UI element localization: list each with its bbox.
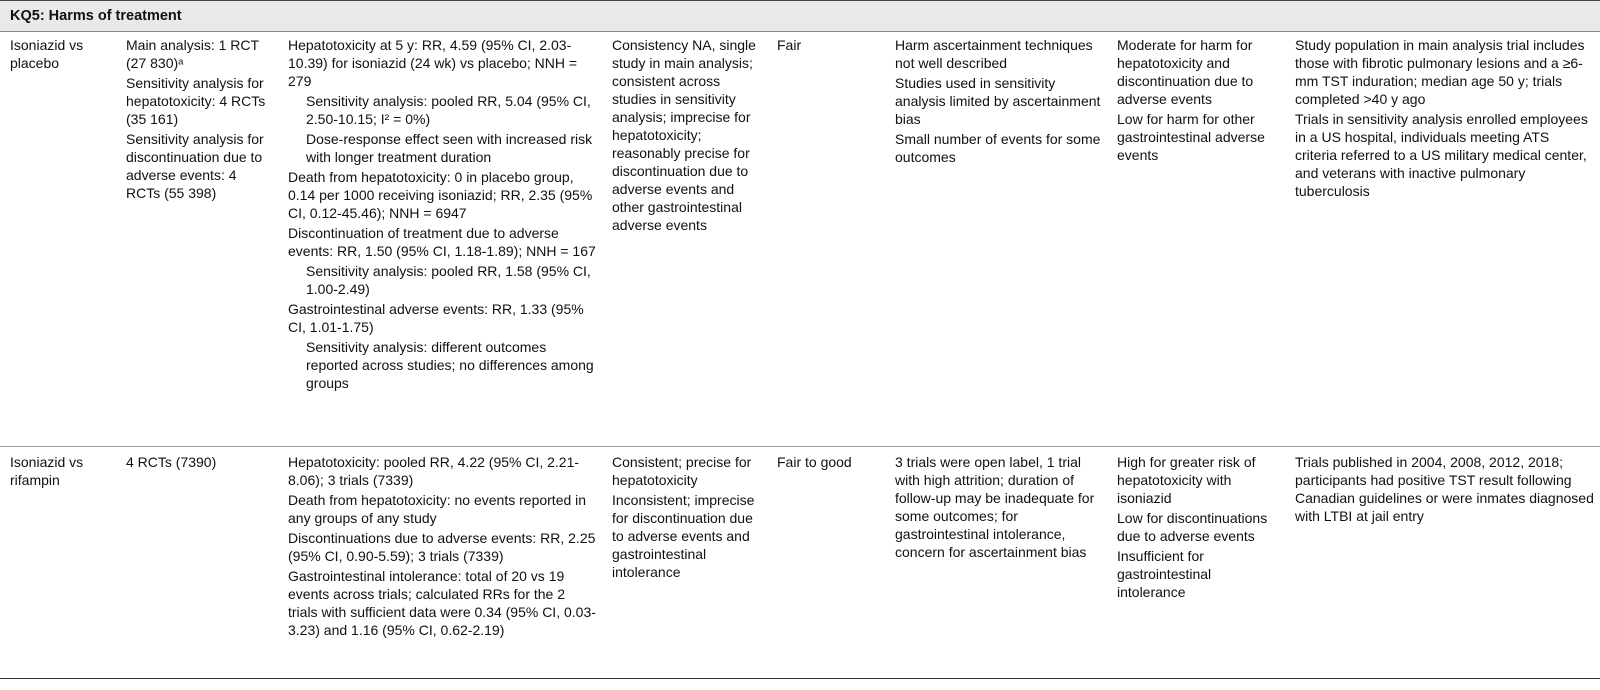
strength-text: Moderate for harm for hepatotoxicity and discontinuation due to adverse events: [1117, 37, 1254, 107]
findings-text: Death from hepatotoxicity: no events reported in any groups of any study: [288, 492, 587, 526]
findings-text: Sensitivity analysis: pooled RR, 5.04 (95% CI, 2.50-10.15; I² = 0%): [306, 93, 591, 127]
consistency-text: Consistency NA, single study in main analysis; consistent across studies in sensitivity analysis; imprecise for hepatotoxicity; reasonably precise for discontinuation due to adverse events and other gastrointestinal adverse events: [612, 37, 756, 233]
applicability-text: Trials published in 2004, 2008, 2012, 2018; participants had positive TST result following Canadian guidelines or were inmates diagnosed with LTBI at jail entry: [1295, 454, 1594, 524]
limitations-cell: [885, 447, 1107, 679]
studies-text: Sensitivity analysis for discontinuation due to adverse events: 4 RCTs (55 398): [126, 131, 264, 201]
findings-cell: [278, 32, 602, 447]
comparison-cell: [0, 447, 116, 679]
findings-text: Sensitivity analysis: pooled RR, 1.58 (95% CI, 1.00-2.49): [306, 263, 591, 297]
strength-text: Insufficient for gastrointestinal intolerance: [1117, 548, 1212, 600]
consistency-text: Inconsistent; imprecise for discontinuation due to adverse events and gastrointestinal intolerance: [612, 492, 755, 580]
applicability-text: Trials in sensitivity analysis enrolled employees in a US hospital, individuals meeting ATS criteria referred to a US military medical center, and veterans with inactive pulmonary tuberculosis: [1295, 111, 1588, 199]
studies-text: 4 RCTs (7390): [126, 454, 217, 470]
applicability-cell: [1285, 447, 1600, 679]
applicability-cell: [1285, 32, 1600, 447]
quality-text: Fair: [777, 37, 802, 53]
quality-text: Fair to good: [777, 454, 852, 470]
comparison-text: Isoniazid vs rifampin: [10, 454, 84, 488]
findings-text: Discontinuation of treatment due to adverse events: RR, 1.50 (95% CI, 1.18-1.89); NNH = 167: [288, 225, 596, 259]
limitations-text: 3 trials were open label, 1 trial with high attrition; duration of follow-up may be inadequate for some outcomes; for gastrointestinal intolerance, concern for ascertainment bias: [895, 454, 1095, 560]
limitations-text: Small number of events for some outcomes: [895, 131, 1101, 165]
section-header-row: [0, 1, 1600, 32]
limitations-text: Harm ascertainment techniques not well described: [895, 37, 1093, 71]
consistency-text: Consistent; precise for hepatotoxicity: [612, 454, 752, 488]
strength-cell: [1107, 32, 1285, 447]
strength-text: Low for discontinuations due to adverse events: [1117, 510, 1268, 544]
studies-text: Sensitivity analysis for hepatotoxicity: 4 RCTs (35 161): [126, 75, 266, 127]
comparison-cell: [0, 32, 116, 447]
studies-text: Main analysis: 1 RCT (27 830)ᵃ: [126, 37, 259, 71]
findings-text: Death from hepatotoxicity: 0 in placebo group, 0.14 per 1000 receiving isoniazid; RR, 2.35 (95% CI, 0.12-45.46); NNH = 6947: [288, 169, 593, 221]
table-row: [0, 32, 1600, 447]
findings-text: Dose-response effect seen with increased risk with longer treatment duration: [306, 131, 593, 165]
findings-text: Hepatotoxicity at 5 y: RR, 4.59 (95% CI, 2.03-10.39) for isoniazid (24 wk) vs placebo; NNH = 279: [288, 37, 578, 89]
section-title: KQ5: Harms of treatment: [0, 1, 1600, 32]
findings-text: Gastrointestinal intolerance: total of 20 vs 19 events across trials; calculated RRs for the 2 trials with sufficient data were 0.34 (95% CI, 0.03-3.23) and 1.16 (95% CI, 0.62-2.19): [288, 568, 596, 638]
limitations-text: Studies used in sensitivity analysis limited by ascertainment bias: [895, 75, 1101, 127]
strength-text: High for greater risk of hepatotoxicity with isoniazid: [1117, 454, 1256, 506]
findings-text: Sensitivity analysis: different outcomes reported across studies; no differences among groups: [306, 339, 594, 391]
quality-cell: [767, 447, 885, 679]
limitations-cell: [885, 32, 1107, 447]
findings-text: Gastrointestinal adverse events: RR, 1.33 (95% CI, 1.01-1.75): [288, 301, 584, 335]
studies-cell: [116, 447, 278, 679]
applicability-text: Study population in main analysis trial includes those with fibrotic pulmonary lesions and a ≥6-mm TST induration; median age 50 y; trials completed >40 y ago: [1295, 37, 1585, 107]
findings-cell: [278, 447, 602, 679]
strength-cell: [1107, 447, 1285, 679]
table-row: [0, 447, 1600, 679]
studies-cell: [116, 32, 278, 447]
consistency-cell: [602, 32, 767, 447]
strength-text: Low for harm for other gastrointestinal adverse events: [1117, 111, 1265, 163]
findings-text: Discontinuations due to adverse events: RR, 2.25 (95% CI, 0.90-5.59); 3 trials (7339): [288, 530, 596, 564]
comparison-text: Isoniazid vs placebo: [10, 37, 84, 71]
quality-cell: [767, 32, 885, 447]
findings-text: Hepatotoxicity: pooled RR, 4.22 (95% CI, 2.21-8.06); 3 trials (7339): [288, 454, 580, 488]
consistency-cell: [602, 447, 767, 679]
